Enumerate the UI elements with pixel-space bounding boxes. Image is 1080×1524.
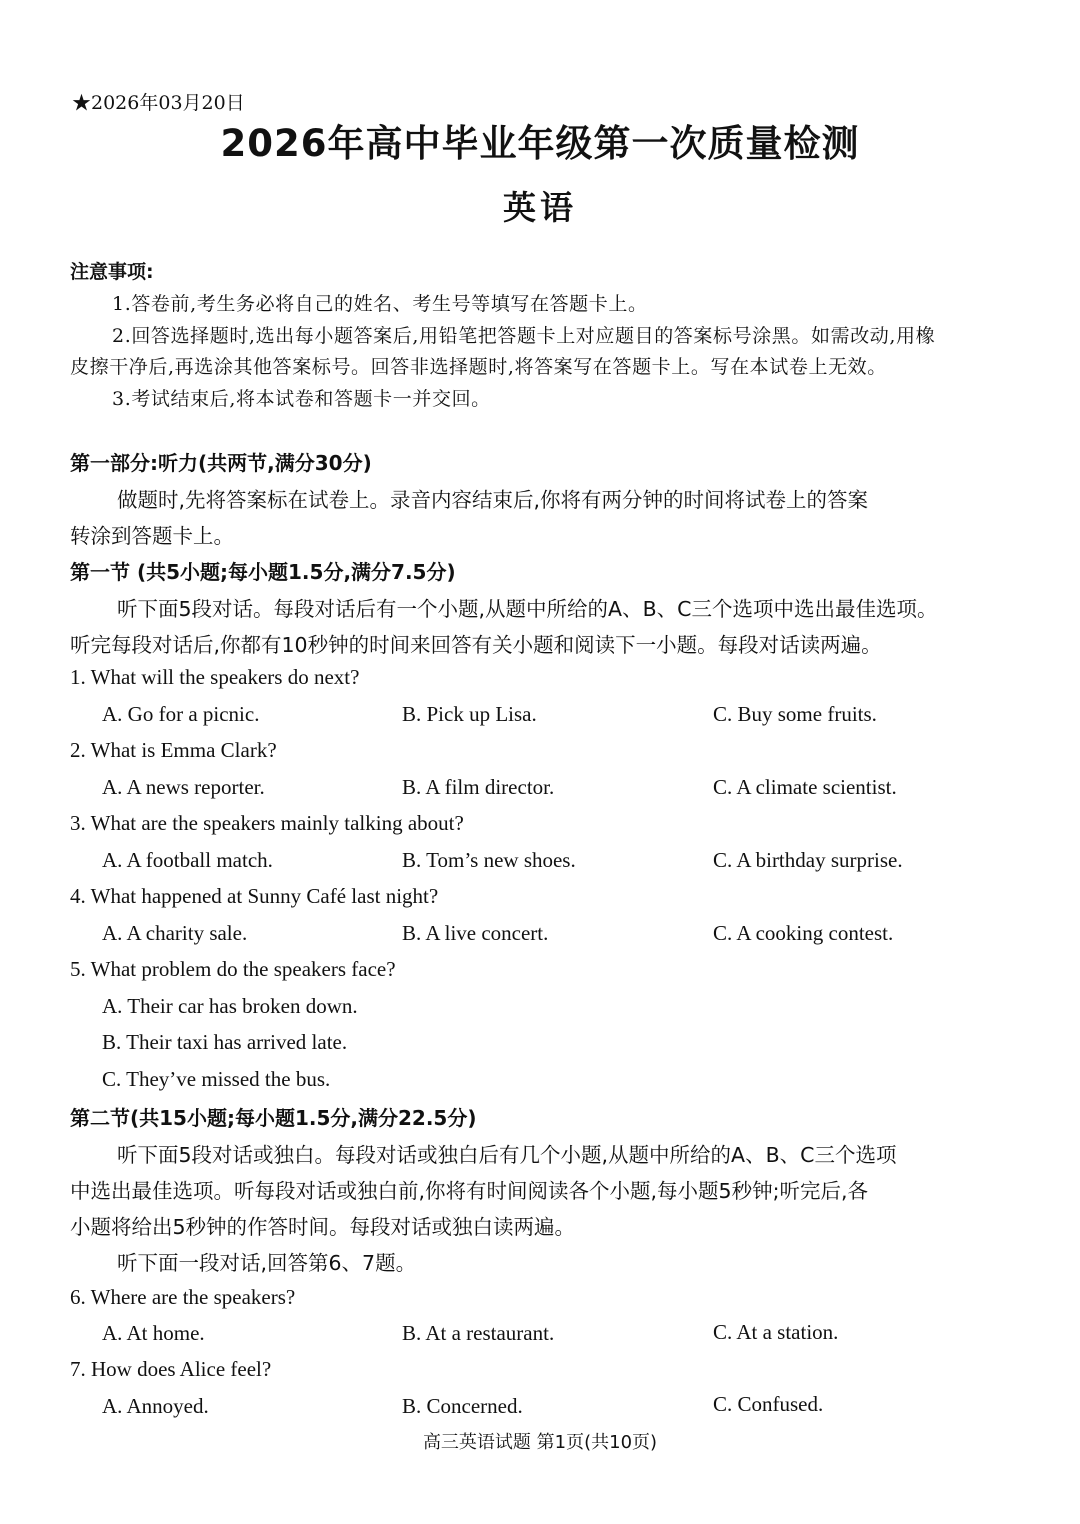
- q6-option-c: C. At a station.: [713, 1320, 839, 1344]
- exam-title: 2026年高中毕业年级第一次质量检测: [220, 122, 860, 165]
- question-4: 4. What happened at Sunny Café last night?: [70, 884, 439, 908]
- exam-subject: 英语: [503, 188, 577, 227]
- question-2: 2. What is Emma Clark?: [70, 738, 277, 762]
- q7-option-c: C. Confused.: [713, 1392, 824, 1416]
- question-5: 5. What problem do the speakers face?: [70, 957, 396, 981]
- question-3: 3. What are the speakers mainly talking about?: [70, 811, 464, 835]
- part1-intro-line-1: 做题时,先将答案标在试卷上。录音内容结束后,你将有两分钟的时间将试卷上的答案: [117, 488, 869, 512]
- part1-heading: 第一部分:听力(共两节,满分30分): [70, 451, 372, 475]
- notice-item-2-line-2: 皮擦干净后,再选涂其他答案标号。回答非选择题时,将答案写在答题卡上。写在本试卷上无效。: [70, 356, 887, 378]
- section2-heading: 第二节(共15小题;每小题1.5分,满分22.5分): [70, 1106, 477, 1130]
- question-6: 6. Where are the speakers?: [70, 1285, 296, 1309]
- q4-option-b: B. A live concert.: [402, 921, 549, 945]
- notice-item-1: 1.答卷前,考生务必将自己的姓名、考生号等填写在答题卡上。: [112, 293, 648, 315]
- q4-option-a: A. A charity sale.: [102, 921, 248, 945]
- q6-option-a: A. At home.: [102, 1321, 205, 1345]
- q6-option-b: B. At a restaurant.: [402, 1321, 555, 1345]
- notice-item-2-line-1: 2.回答选择题时,选出每小题答案后,用铅笔把答题卡上对应题目的答案标号涂黑。如需改动,用橡: [112, 325, 936, 347]
- q2-option-b: B. A film director.: [402, 775, 555, 799]
- section1-intro-line-1: 听下面5段对话。每段对话后有一个小题,从题中所给的A、B、C三个选项中选出最佳选项。: [117, 597, 938, 621]
- q3-option-a: A. A football match.: [102, 848, 273, 872]
- q3-option-b: B. Tom’s new shoes.: [402, 848, 576, 872]
- q5-option-c: C. They’ve missed the bus.: [102, 1067, 331, 1091]
- q3-option-c: C. A birthday surprise.: [713, 848, 903, 872]
- q7-option-b: B. Concerned.: [402, 1394, 523, 1418]
- section2-sub-intro: 听下面一段对话,回答第6、7题。: [117, 1251, 417, 1275]
- section2-intro-line-3: 小题将给出5秒钟的作答时间。每段对话或独白读两遍。: [70, 1215, 576, 1239]
- exam-date: ★2026年03月20日: [72, 92, 245, 114]
- notice-item-3: 3.考试结束后,将本试卷和答题卡一并交回。: [112, 388, 491, 410]
- q5-option-a: A. Their car has broken down.: [102, 994, 358, 1018]
- question-7: 7. How does Alice feel?: [70, 1357, 272, 1381]
- question-1: 1. What will the speakers do next?: [70, 665, 360, 689]
- q1-option-a: A. Go for a picnic.: [102, 702, 260, 726]
- q7-option-a: A. Annoyed.: [102, 1394, 209, 1418]
- q2-option-a: A. A news reporter.: [102, 775, 265, 799]
- q2-option-c: C. A climate scientist.: [713, 775, 897, 799]
- section2-intro-line-1: 听下面5段对话或独白。每段对话或独白后有几个小题,从题中所给的A、B、C三个选项: [117, 1143, 897, 1167]
- q1-option-b: B. Pick up Lisa.: [402, 702, 537, 726]
- section1-intro-line-2: 听完每段对话后,你都有10秒钟的时间来回答有关小题和阅读下一小题。每段对话读两遍。: [70, 633, 882, 657]
- q5-option-b: B. Their taxi has arrived late.: [102, 1030, 348, 1054]
- notice-heading: 注意事项:: [70, 261, 154, 283]
- part1-intro-line-2: 转涂到答题卡上。: [70, 524, 234, 548]
- page-footer: 高三英语试题 第1页(共10页): [422, 1432, 658, 1453]
- section2-intro-line-2: 中选出最佳选项。听每段对话或独白前,你将有时间阅读各个小题,每小题5秒钟;听完后,各: [70, 1179, 868, 1203]
- q1-option-c: C. Buy some fruits.: [713, 702, 877, 726]
- q4-option-c: C. A cooking contest.: [713, 921, 894, 945]
- section1-heading: 第一节 (共5小题;每小题1.5分,满分7.5分): [70, 560, 456, 584]
